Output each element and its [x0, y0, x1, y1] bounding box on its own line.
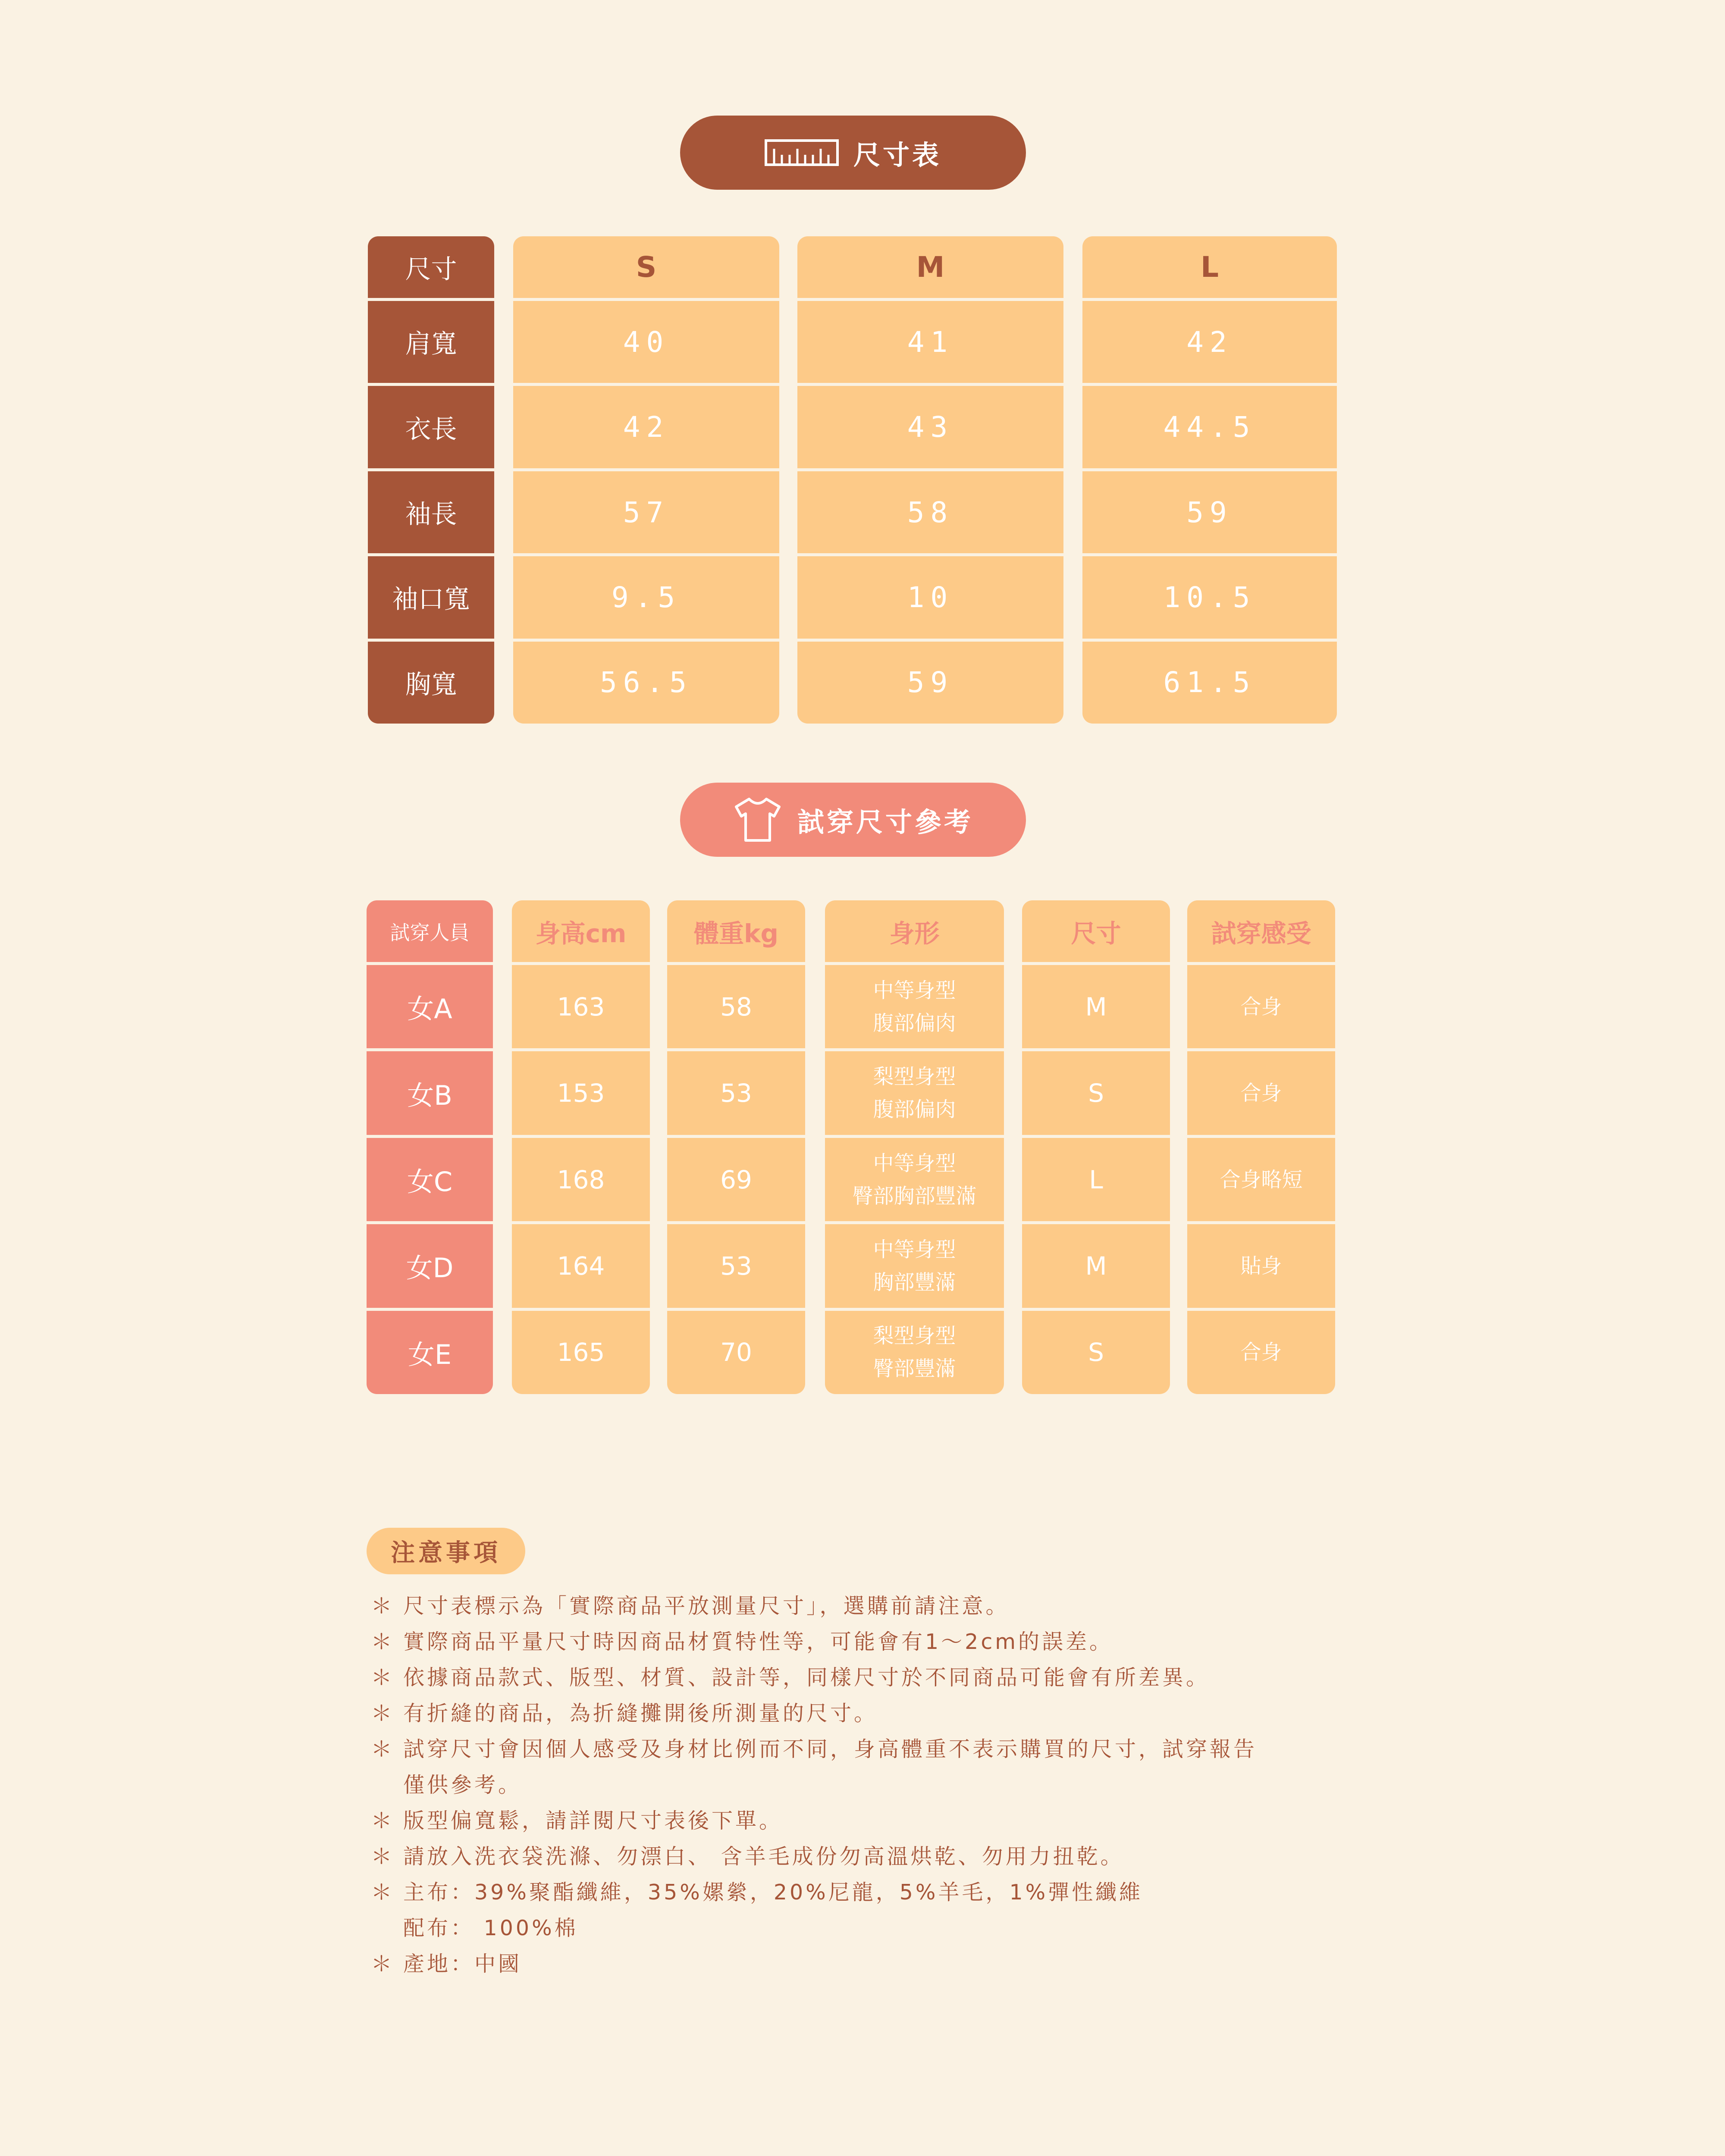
- size-column-m: [797, 236, 1063, 724]
- person-cell: 女E: [408, 1338, 452, 1370]
- person-cell: 女C: [367, 1138, 493, 1224]
- fitting-title: 試穿尺寸參考: [797, 806, 973, 838]
- value-cell: 42: [513, 386, 779, 471]
- row-label-cuff: 袖口寬: [368, 556, 494, 641]
- feeling-cell: 合身: [1187, 965, 1335, 1051]
- note-item: ＊ 主布：39%聚酯纖維，35%嫘縈，20%尼龍，5%羊毛，1%彈性纖維 配布： 100%棉: [371, 1874, 1354, 1946]
- tshirt-icon: [733, 796, 783, 843]
- weight-cell: 58: [667, 965, 805, 1051]
- shape-cell: 中等身型 臀部胸部豐滿: [825, 1138, 1004, 1224]
- note-item: ＊ 請放入洗衣袋洗滌、勿漂白、 含羊毛成份勿高溫烘乾、勿用力扭乾。: [371, 1839, 1354, 1874]
- size-cell: L: [1022, 1138, 1170, 1224]
- header-shape: 身形: [825, 900, 1004, 965]
- weight-cell: 69: [667, 1138, 805, 1224]
- shape-cell: 梨型身型 臀部豐滿: [873, 1324, 956, 1381]
- size-header-l: L: [1082, 236, 1337, 301]
- bullet-star: ＊: [371, 1880, 395, 1905]
- value-cell: 41: [797, 301, 1063, 386]
- fitting-title-pill: [680, 783, 1026, 857]
- fitting-size-column: [1022, 900, 1170, 1394]
- bullet-star: ＊: [371, 1952, 395, 1976]
- fitting-person-column: [367, 900, 493, 1394]
- notes-title: 注意事項: [391, 1539, 501, 1567]
- fitting-shape-column: [825, 900, 1004, 1394]
- note-item: ＊ 尺寸表標示為「實際商品平放測量尺寸」，選購前請注意。: [371, 1588, 1354, 1624]
- shape-cell: 中等身型 胸部豐滿: [825, 1224, 1004, 1310]
- feeling-cell: 合身: [1240, 1340, 1282, 1365]
- row-label-length: 衣長: [368, 386, 494, 471]
- bullet-star: ＊: [371, 1701, 395, 1726]
- note-item: ＊ 依據商品款式、版型、材質、設計等，同樣尺寸於不同商品可能會有所差異。: [371, 1660, 1354, 1695]
- feeling-cell: 合身: [1187, 1051, 1335, 1138]
- ruler-icon: [765, 139, 839, 166]
- size-chart-title-pill: [680, 116, 1026, 190]
- feeling-cell: 合身略短: [1187, 1138, 1335, 1224]
- header-person: 試穿人員: [367, 900, 493, 965]
- note-item: ＊ 實際商品平量尺寸時因商品材質特性等，可能會有1～2cm的誤差。: [371, 1624, 1354, 1660]
- fitting-feeling-column: [1187, 900, 1335, 1394]
- value-cell: 42: [1082, 301, 1337, 386]
- person-cell: 女D: [367, 1224, 493, 1310]
- value-cell: 10: [797, 556, 1063, 641]
- bullet-star: ＊: [371, 1808, 395, 1833]
- note-item: ＊ 有折縫的商品，為折縫攤開後所測量的尺寸。: [371, 1695, 1354, 1731]
- row-label-shoulder: 肩寬: [368, 301, 494, 386]
- height-cell: 153: [512, 1051, 650, 1138]
- note-item: ＊ 試穿尺寸會因個人感受及身材比例而不同，身高體重不表示購買的尺寸，試穿報告 僅供參考。: [371, 1731, 1354, 1803]
- notes-list: [371, 1588, 1354, 1982]
- bullet-star: ＊: [371, 1665, 395, 1690]
- notes-title-badge: [367, 1528, 525, 1574]
- bullet-star: ＊: [371, 1737, 395, 1761]
- size-cell: M: [1022, 1224, 1170, 1310]
- value-cell: 44.5: [1082, 386, 1337, 471]
- feeling-cell: 貼身: [1187, 1224, 1335, 1310]
- value-cell: 61.5: [1163, 666, 1256, 699]
- header-weight: 體重kg: [667, 900, 805, 965]
- value-cell: 57: [513, 471, 779, 556]
- size-chart-label-column: [368, 236, 494, 724]
- height-cell: 165: [557, 1338, 605, 1367]
- bullet-star: ＊: [371, 1630, 395, 1654]
- person-cell: 女A: [367, 965, 493, 1051]
- bullet-star: ＊: [371, 1594, 395, 1618]
- row-label-chest: 胸寬: [405, 669, 457, 700]
- header-feeling: 試穿感受: [1187, 900, 1335, 965]
- value-cell: 9.5: [513, 556, 779, 641]
- value-cell: 59: [907, 666, 954, 699]
- header-size: 尺寸: [1022, 900, 1170, 965]
- fitting-weight-column: [667, 900, 805, 1394]
- shape-cell: 梨型身型 腹部偏肉: [825, 1051, 1004, 1138]
- size-column-s: [513, 236, 779, 724]
- note-item: ＊ 產地：中國: [371, 1946, 1354, 1982]
- fitting-height-column: [512, 900, 650, 1394]
- weight-cell: 70: [720, 1338, 752, 1367]
- size-header-s: S: [513, 236, 779, 301]
- value-cell: 43: [797, 386, 1063, 471]
- size-header-label: 尺寸: [368, 236, 494, 301]
- weight-cell: 53: [667, 1224, 805, 1310]
- value-cell: 56.5: [600, 666, 693, 699]
- person-cell: 女B: [367, 1051, 493, 1138]
- size-cell: S: [1088, 1338, 1104, 1367]
- value-cell: 59: [1082, 471, 1337, 556]
- size-cell: S: [1022, 1051, 1170, 1138]
- shape-cell: 中等身型 腹部偏肉: [825, 965, 1004, 1051]
- height-cell: 168: [512, 1138, 650, 1224]
- row-label-sleeve: 袖長: [368, 471, 494, 556]
- size-column-l: [1082, 236, 1337, 724]
- size-header-m: M: [797, 236, 1063, 301]
- value-cell: 58: [797, 471, 1063, 556]
- height-cell: 163: [512, 965, 650, 1051]
- bullet-star: ＊: [371, 1844, 395, 1869]
- value-cell: 10.5: [1082, 556, 1337, 641]
- note-item: ＊ 版型偏寬鬆，請詳閱尺寸表後下單。: [371, 1803, 1354, 1839]
- size-chart-title: 尺寸表: [853, 139, 941, 171]
- height-cell: 164: [512, 1224, 650, 1310]
- weight-cell: 53: [667, 1051, 805, 1138]
- header-height: 身高cm: [512, 900, 650, 965]
- size-cell: M: [1022, 965, 1170, 1051]
- value-cell: 40: [513, 301, 779, 386]
